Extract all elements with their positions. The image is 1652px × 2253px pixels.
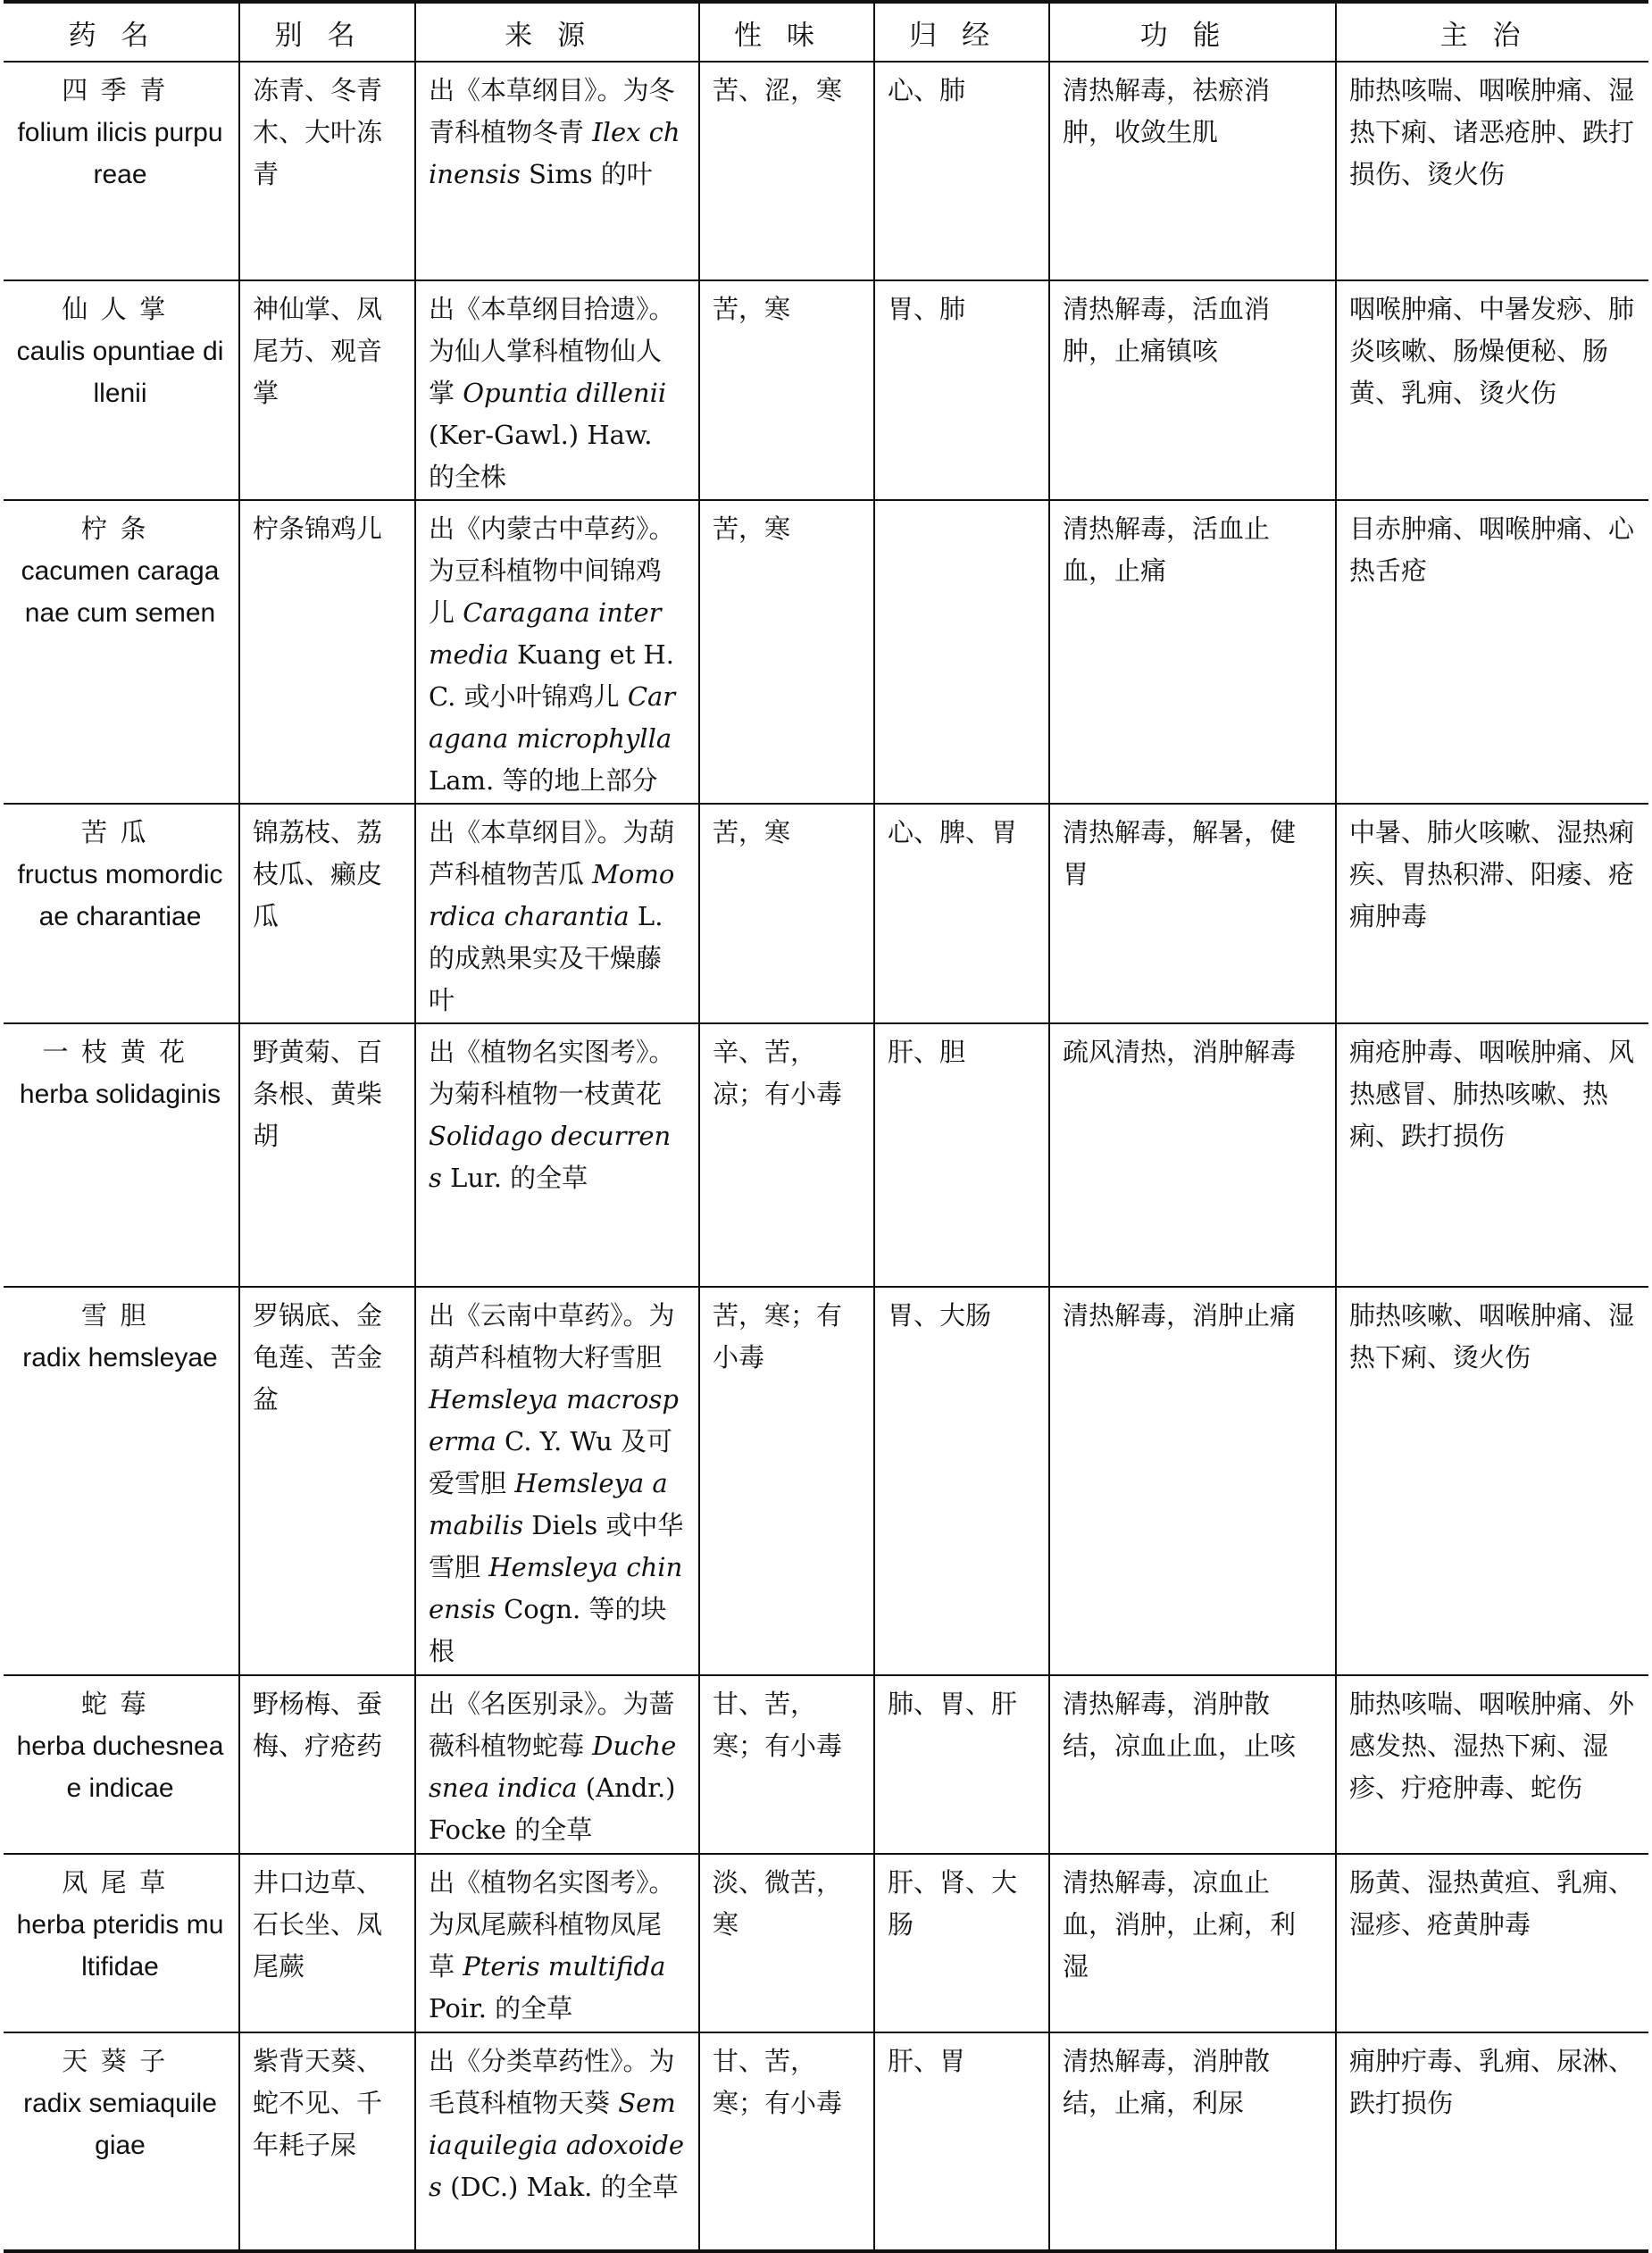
indication-cell: 咽喉肿痛、中暑发痧、肺炎咳嗽、肠燥便秘、肠黄、乳痈、烫火伤 bbox=[1336, 280, 1648, 500]
scientific-name: Hemsleya amabilis bbox=[429, 1468, 668, 1540]
herb-name-cell bbox=[4, 280, 239, 500]
meridian-cell: 肝、肾、大肠 bbox=[874, 1854, 1049, 2032]
herb-name-cn: 蛇莓 bbox=[80, 1689, 159, 1719]
source-text: Diels 或中华雪胆 bbox=[429, 1510, 684, 1582]
indication-cell: 肠黄、湿热黄疸、乳痈、湿疹、疮黄肿毒 bbox=[1336, 1854, 1648, 2032]
taste-cell: 苦，寒 bbox=[699, 500, 874, 804]
aliases-cell: 井口边草、石长坐、凤尾蕨 bbox=[239, 1854, 415, 2032]
scientific-name: Momordica charantia bbox=[429, 859, 675, 931]
scientific-name: Hemsleya chinensis bbox=[429, 1552, 683, 1624]
meridian-cell bbox=[874, 500, 1049, 804]
meridian-cell: 胃、大肠 bbox=[874, 1287, 1049, 1675]
table-row bbox=[4, 62, 1648, 280]
table-body bbox=[4, 62, 1648, 2251]
meridian-cell: 胃、肺 bbox=[874, 280, 1049, 500]
source-cell bbox=[415, 2032, 699, 2251]
aliases-cell: 紫背天葵、蛇不见、千年耗子屎 bbox=[239, 2032, 415, 2251]
function-cell: 清热解毒，消肿散结，凉血止血，止咳 bbox=[1049, 1675, 1336, 1854]
herb-name-latin: herba pteridis multifidae bbox=[16, 1910, 224, 1982]
scientific-name: Hemsleya macrosperma bbox=[429, 1384, 679, 1456]
header-indication: 主治 bbox=[1336, 2, 1648, 62]
aliases-cell: 野黄菊、百条根、黄柴胡 bbox=[239, 1023, 415, 1287]
meridian-cell: 肝、胆 bbox=[874, 1023, 1049, 1287]
herb-name-cell bbox=[4, 1287, 239, 1675]
source-text: Lam. 等的地上部分 bbox=[429, 765, 658, 796]
source-text: Kuang et H. C. 或小叶锦鸡儿 bbox=[429, 639, 675, 712]
function-cell: 清热解毒，活血消肿，止痛镇咳 bbox=[1049, 280, 1336, 500]
source-cell bbox=[415, 500, 699, 804]
table-row bbox=[4, 2032, 1648, 2251]
herb-name-cell bbox=[4, 1023, 239, 1287]
source-text: (Andr.) Focke 的全草 bbox=[429, 1773, 676, 1845]
table-row bbox=[4, 1023, 1648, 1287]
function-cell: 清热解毒，解暑，健胃 bbox=[1049, 804, 1336, 1023]
herb-name-cn: 柠条 bbox=[80, 513, 159, 544]
herb-name-latin: cacumen caraganae cum semen bbox=[21, 556, 220, 628]
taste-cell: 甘、苦，寒；有小毒 bbox=[699, 2032, 874, 2251]
taste-cell: 苦，寒 bbox=[699, 280, 874, 500]
scientific-name: Caragana intermedia bbox=[429, 597, 662, 670]
herb-name-cn: 仙人掌 bbox=[62, 294, 179, 324]
herb-name-latin: herba duchesneae indicae bbox=[16, 1731, 224, 1803]
herb-name-latin: fructus momordicae charantiae bbox=[17, 860, 223, 931]
herb-name-cell bbox=[4, 62, 239, 280]
herb-name-latin: radix hemsleyae bbox=[22, 1343, 218, 1373]
source-cell bbox=[415, 1287, 699, 1675]
source-cell bbox=[415, 62, 699, 280]
header-aliases: 别名 bbox=[239, 2, 415, 62]
indication-cell: 中暑、肺火咳嗽、湿热痢疾、胃热积滞、阳痿、疮痈肿毒 bbox=[1336, 804, 1648, 1023]
herb-name-latin: herba solidaginis bbox=[19, 1080, 221, 1109]
herb-name-latin: folium ilicis purpureae bbox=[17, 118, 223, 189]
taste-cell: 甘、苦，寒；有小毒 bbox=[699, 1675, 874, 1854]
source-text: 出《云南中草药》。为葫芦科植物大籽雪胆 bbox=[429, 1300, 675, 1373]
scientific-name: Solidago decurrens bbox=[429, 1121, 672, 1193]
source-text: 出《内蒙古中草药》。为豆科植物中间锦鸡儿 bbox=[429, 513, 675, 628]
source-cell bbox=[415, 1854, 699, 2032]
taste-cell: 苦，寒；有小毒 bbox=[699, 1287, 874, 1675]
scientific-name: Caragana microphylla bbox=[429, 681, 676, 754]
herb-name-cn: 天葵子 bbox=[62, 2046, 179, 2076]
aliases-cell: 锦荔枝、荔枝瓜、癞皮瓜 bbox=[239, 804, 415, 1023]
source-text: 出《植物名实图考》。为菊科植物一枝黄花 bbox=[429, 1037, 675, 1109]
source-cell bbox=[415, 804, 699, 1023]
herb-name-cell bbox=[4, 500, 239, 804]
indication-cell: 肺热咳喘、咽喉肿痛、外感发热、湿热下痢、湿疹、疔疮肿毒、蛇伤 bbox=[1336, 1675, 1648, 1854]
taste-cell: 苦、涩，寒 bbox=[699, 62, 874, 280]
scientific-name: Duchesnea indica bbox=[429, 1731, 677, 1803]
function-cell: 清热解毒，凉血止血，消肿，止痢，利湿 bbox=[1049, 1854, 1336, 2032]
meridian-cell: 心、肺 bbox=[874, 62, 1049, 280]
herb-name-cn: 凤尾草 bbox=[62, 1867, 179, 1898]
source-text: 出《分类草药性》。为毛茛科植物天葵 bbox=[429, 2046, 675, 2118]
source-text: 出《名医别录》。为蔷薇科植物蛇莓 bbox=[429, 1689, 675, 1761]
source-text: Sims 的叶 bbox=[520, 159, 653, 189]
header-source: 来源 bbox=[415, 2, 699, 62]
table-row bbox=[4, 804, 1648, 1023]
herb-name-cell bbox=[4, 804, 239, 1023]
aliases-cell: 野杨梅、蚕梅、疗疮药 bbox=[239, 1675, 415, 1854]
source-text: Poir. 的全草 bbox=[429, 1993, 573, 2024]
source-text: 出《本草纲目》。为冬青科植物冬青 bbox=[429, 75, 675, 147]
source-text: 出《本草纲目》。为葫芦科植物苦瓜 bbox=[429, 817, 675, 889]
herb-name-latin: caulis opuntiae dillenii bbox=[16, 337, 224, 408]
herb-name-cn: 四季青 bbox=[62, 75, 179, 105]
herb-name-cell bbox=[4, 2032, 239, 2251]
herb-table bbox=[4, 0, 1648, 2253]
table-row bbox=[4, 1854, 1648, 2032]
scientific-name: Pteris multifida bbox=[463, 1951, 666, 1982]
table-row bbox=[4, 500, 1648, 804]
indication-cell: 肺热咳嗽、咽喉肿痛、湿热下痢、烫火伤 bbox=[1336, 1287, 1648, 1675]
source-text: (Ker-Gawl.) Haw. 的全株 bbox=[429, 420, 653, 492]
source-text: C. Y. Wu 及可爱雪胆 bbox=[429, 1426, 673, 1498]
aliases-cell: 柠条锦鸡儿 bbox=[239, 500, 415, 804]
indication-cell: 目赤肿痛、咽喉肿痛、心热舌疮 bbox=[1336, 500, 1648, 804]
header-meridian: 归经 bbox=[874, 2, 1049, 62]
function-cell: 清热解毒，消肿散结，止痛，利尿 bbox=[1049, 2032, 1336, 2251]
meridian-cell: 肺、胃、肝 bbox=[874, 1675, 1049, 1854]
function-cell: 清热解毒，祛瘀消肿，收敛生肌 bbox=[1049, 62, 1336, 280]
table-row bbox=[4, 1287, 1648, 1675]
herb-name-cell bbox=[4, 1854, 239, 2032]
source-cell bbox=[415, 1675, 699, 1854]
taste-cell: 淡、微苦，寒 bbox=[699, 1854, 874, 2032]
herb-name-cn: 一枝黄花 bbox=[42, 1037, 198, 1067]
source-text: 出《本草纲目拾遗》。为仙人掌科植物仙人掌 bbox=[429, 294, 675, 408]
function-cell: 清热解毒，消肿止痛 bbox=[1049, 1287, 1336, 1675]
source-cell bbox=[415, 280, 699, 500]
indication-cell: 痈疮肿毒、咽喉肿痛、风热感冒、肺热咳嗽、热痢、跌打损伤 bbox=[1336, 1023, 1648, 1287]
indication-cell: 痈肿疔毒、乳痈、尿淋、跌打损伤 bbox=[1336, 2032, 1648, 2251]
source-text: 出《植物名实图考》。为凤尾蕨科植物凤尾草 bbox=[429, 1867, 675, 1982]
meridian-cell: 心、脾、胃 bbox=[874, 804, 1049, 1023]
aliases-cell: 罗锅底、金龟莲、苦金盆 bbox=[239, 1287, 415, 1675]
meridian-cell: 肝、胃 bbox=[874, 2032, 1049, 2251]
table-row bbox=[4, 1675, 1648, 1854]
herb-name-cell bbox=[4, 1675, 239, 1854]
header-function: 功能 bbox=[1049, 2, 1336, 62]
function-cell: 疏风清热，消肿解毒 bbox=[1049, 1023, 1336, 1287]
taste-cell: 苦，寒 bbox=[699, 804, 874, 1023]
aliases-cell: 冻青、冬青木、大叶冻青 bbox=[239, 62, 415, 280]
source-text: Cogn. 等的块根 bbox=[429, 1594, 667, 1666]
scientific-name: Opuntia dillenii bbox=[463, 378, 667, 408]
scientific-name: Ilex chinensis bbox=[429, 117, 680, 189]
function-cell: 清热解毒，活血止血，止痛 bbox=[1049, 500, 1336, 804]
source-text: Lur. 的全草 bbox=[441, 1163, 588, 1193]
herb-name-cn: 雪胆 bbox=[80, 1300, 159, 1331]
source-text: (DC.) Mak. 的全草 bbox=[441, 2172, 679, 2202]
aliases-cell: 神仙掌、凤尾芀、观音掌 bbox=[239, 280, 415, 500]
table-row bbox=[4, 280, 1648, 500]
herb-name-cn: 苦瓜 bbox=[80, 817, 159, 847]
taste-cell: 辛、苦，凉；有小毒 bbox=[699, 1023, 874, 1287]
source-text: L. 的成熟果实及干燥藤叶 bbox=[429, 901, 663, 1015]
herb-name-latin: radix semiaquilegiae bbox=[23, 2089, 217, 2160]
header-taste: 性味 bbox=[699, 2, 874, 62]
header-name: 药名 bbox=[4, 2, 239, 62]
source-cell bbox=[415, 1023, 699, 1287]
header-row bbox=[4, 2, 1648, 62]
indication-cell: 肺热咳喘、咽喉肿痛、湿热下痢、诸恶疮肿、跌打损伤、烫火伤 bbox=[1336, 62, 1648, 280]
scientific-name: Semiaquilegia adoxoides bbox=[429, 2088, 684, 2202]
